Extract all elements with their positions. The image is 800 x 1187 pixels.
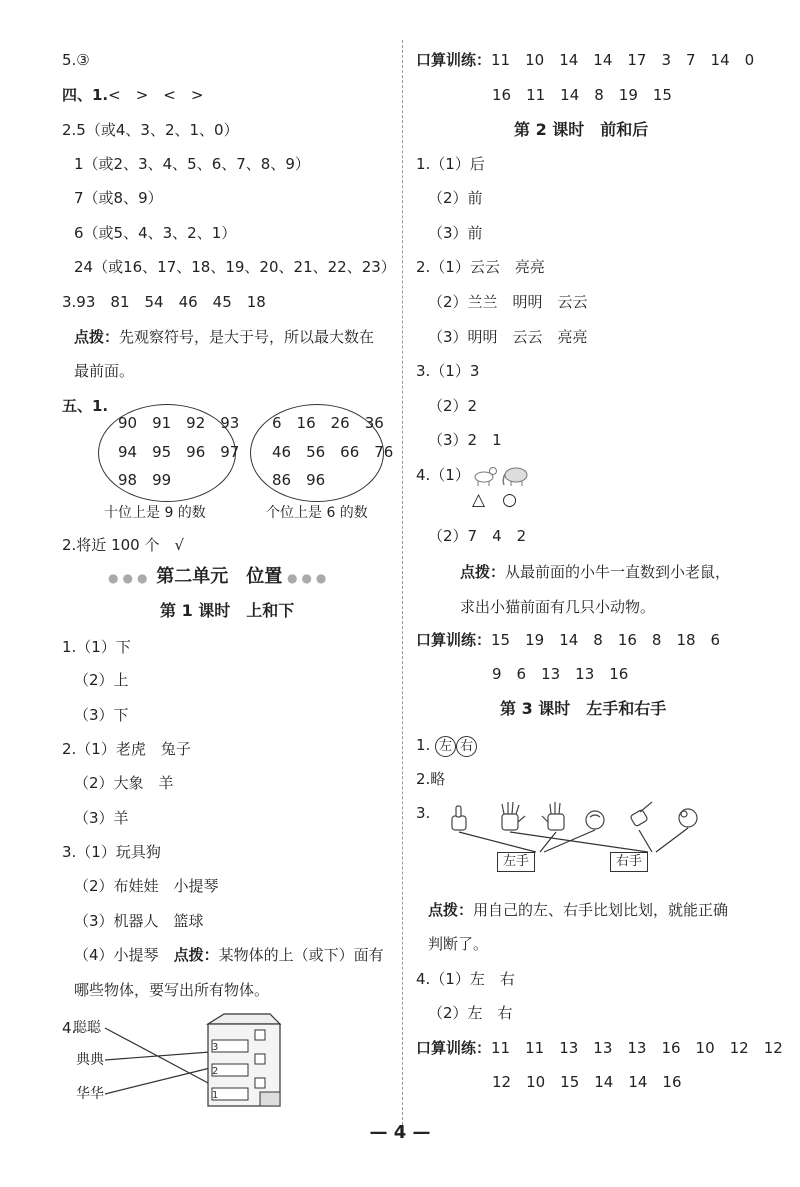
r-s4-2: （2）左 右 <box>428 1004 513 1022</box>
answer-2-line4: 6（或5、4、3、2、1） <box>74 224 237 242</box>
r-q2-1: 2.（1）云云 亮亮 <box>416 258 545 276</box>
goat-icon <box>475 468 497 487</box>
hands-matching-figure <box>440 800 740 880</box>
r-q1-3: （3）前 <box>428 224 483 242</box>
right-hand-box: 右手 <box>610 852 648 872</box>
answer-5: 5.③ <box>62 51 90 69</box>
match-lines <box>459 828 688 852</box>
tip-2 <box>460 562 730 582</box>
calc-row: 11 11 13 13 13 16 10 12 12 <box>491 1039 783 1057</box>
l-q2-3: （3）羊 <box>74 809 129 827</box>
tip-text: 某物体的上（或下）面有 <box>218 946 384 964</box>
tip-label: 点拨： <box>460 563 506 581</box>
answer-2-line2: 1（或2、3、4、5、6、7、8、9） <box>74 155 310 173</box>
r-q3-1: 3.（1）3 <box>416 362 480 380</box>
building-matching-figure <box>100 1010 285 1110</box>
line-ok-to-right <box>656 828 688 852</box>
tip-2-cont: 求出小猫前面有几只小动物。 <box>460 598 656 616</box>
ellipse1-row1: 90 91 92 93 <box>118 414 240 432</box>
line-diandian-to-3 <box>105 1052 210 1060</box>
r-q1-2: （2）前 <box>428 189 483 207</box>
l-q3-4-answer: （4）小提琴 <box>74 946 159 964</box>
floor-3-label: 3 <box>212 1042 219 1053</box>
thumbs-up-hand-icon <box>452 806 466 830</box>
l-q4-prefix: 4. <box>62 1019 77 1037</box>
l-q3-2: （2）布娃娃 小提琴 <box>74 877 219 895</box>
calc-training-3-row2: 12 10 15 14 14 16 <box>492 1073 682 1091</box>
line-open-to-right <box>510 832 648 852</box>
circled-left: 左 <box>435 736 456 757</box>
tip-label: 点拨： <box>173 946 219 964</box>
l-q3-1: 3.（1）玩具狗 <box>62 843 161 861</box>
lesson-1-title: 第 1 课时 上和下 <box>160 601 295 620</box>
section-four-label: 四、1. <box>62 86 109 104</box>
r-q1-1: 1.（1）后 <box>416 155 485 173</box>
answer-2-line1: 2.5（或4、3、2、1、0） <box>62 121 239 139</box>
calc-label: 口算训练： <box>416 51 492 69</box>
r-s2: 2.略 <box>416 770 446 788</box>
ellipse2-caption: 个位上是 6 的数 <box>266 505 368 521</box>
r-q4-1: 4.（1） <box>416 466 470 484</box>
l-q3-3: （3）机器人 篮球 <box>74 912 204 930</box>
name-congcong: 聪聪 <box>73 1020 101 1036</box>
r-s1 <box>416 735 477 757</box>
fist-hand-icon <box>586 811 604 829</box>
answer-2-line5: 24（或16、17、18、19、20、21、22、23） <box>74 258 396 276</box>
r-q3-2: （2）2 <box>428 397 478 415</box>
ellipse1-caption: 十位上是 9 的数 <box>104 505 206 521</box>
animal-icons <box>470 462 534 488</box>
lesson-2-title: 第 2 课时 前和后 <box>514 120 649 139</box>
l-q3-4-cont: 哪些物体，要写出所有物体。 <box>74 981 270 999</box>
l-q1-1: 1.（1）下 <box>62 638 131 656</box>
section-four <box>62 85 203 105</box>
building-icon <box>208 1014 280 1106</box>
unit-title <box>108 567 330 588</box>
floor-1-label: 1 <box>212 1090 219 1101</box>
r-s1-prefix: 1. <box>416 736 431 754</box>
match-lines <box>105 1028 210 1094</box>
line-pointing-to-right <box>639 830 652 852</box>
answer-near-100: 2.将近 100 个 √ <box>62 536 185 554</box>
line-huahua-to-1 <box>105 1068 210 1094</box>
line-raised-to-left <box>540 832 556 852</box>
dots-left-icon: ●●● <box>108 571 152 585</box>
calc-training-3 <box>416 1038 783 1058</box>
ok-hand-icon <box>679 809 697 827</box>
circled-right: 右 <box>456 736 477 757</box>
left-hand-box: 左手 <box>497 852 535 872</box>
r-q2-3: （3）明明 云云 亮亮 <box>428 328 588 346</box>
calc-training-1-row2: 16 11 14 8 19 15 <box>492 86 672 104</box>
floor-2-label: 2 <box>212 1066 219 1077</box>
ellipse2-row3: 86 96 <box>272 471 326 489</box>
r-q3-3: （3）2 1 <box>428 431 502 449</box>
calc-row: 11 10 14 14 17 3 7 14 0 <box>491 51 755 69</box>
pointing-hand-icon <box>630 802 652 827</box>
tip-label: 点拨： <box>428 901 474 919</box>
open-hand-icon <box>502 802 525 830</box>
calc-training-2 <box>416 630 720 650</box>
ellipse2-row2: 46 56 66 76 <box>272 443 394 461</box>
raised-hand-icon <box>542 802 564 830</box>
calc-label: 口算训练： <box>416 631 492 649</box>
page-number: — 4 — <box>369 1122 431 1143</box>
line-fist-to-left <box>544 830 595 852</box>
tip-1-cont: 最前面。 <box>74 362 135 380</box>
ellipse1-row2: 94 95 96 97 <box>118 443 240 461</box>
tip-text: 先观察符号，是大于号，所以最大数在 <box>119 328 375 346</box>
r-q4-2: （2）7 4 2 <box>428 527 527 545</box>
l-q1-2: （2）上 <box>74 671 129 689</box>
tip-label: 点拨： <box>74 328 120 346</box>
section-four-answers: < > < > <box>108 86 204 104</box>
tip-3-cont: 判断了。 <box>428 935 489 953</box>
ellipse2-row1: 6 16 26 36 <box>272 414 384 432</box>
name-huahua: 华华 <box>76 1086 104 1102</box>
r-s4-1: 4.（1）左 右 <box>416 970 515 988</box>
section-five-label: 五、1. <box>62 397 109 415</box>
elephant-icon <box>503 468 527 486</box>
l-q2-2: （2）大象 羊 <box>74 774 174 792</box>
hand-icons <box>452 802 697 830</box>
l-q2-1: 2.（1）老虎 兔子 <box>62 740 191 758</box>
column-divider <box>402 40 403 1130</box>
tip-text: 从最前面的小牛一直数到小老鼠， <box>505 563 731 581</box>
answer-3: 3.93 81 54 46 45 18 <box>62 293 266 311</box>
ellipse1-row3: 98 99 <box>118 471 172 489</box>
calc-label: 口算训练： <box>416 1039 492 1057</box>
lesson-3-title: 第 3 课时 左手和右手 <box>500 699 667 718</box>
r-q2-2: （2）兰兰 明明 云云 <box>428 293 588 311</box>
name-diandian: 典典 <box>76 1052 104 1068</box>
r-s3: 3. <box>416 804 431 822</box>
answer-2-line3: 7（或8、9） <box>74 189 163 207</box>
tip-text: 用自己的左、右手比划比划，就能正确 <box>473 901 729 919</box>
l-q3-4 <box>74 945 384 965</box>
calc-row: 15 19 14 8 16 8 18 6 <box>491 631 721 649</box>
tip-3 <box>428 900 728 920</box>
l-q1-3: （3）下 <box>74 706 129 724</box>
line-thumb-to-left <box>459 832 536 852</box>
calc-training-2-row2: 9 6 13 13 16 <box>492 665 629 683</box>
dots-right-icon: ●●● <box>286 571 331 585</box>
r-q4-shapes: △ ○ <box>472 490 517 510</box>
calc-training-1 <box>416 50 754 70</box>
tip-1 <box>74 327 374 347</box>
unit-title-text: 第二单元 位置 <box>156 566 283 587</box>
